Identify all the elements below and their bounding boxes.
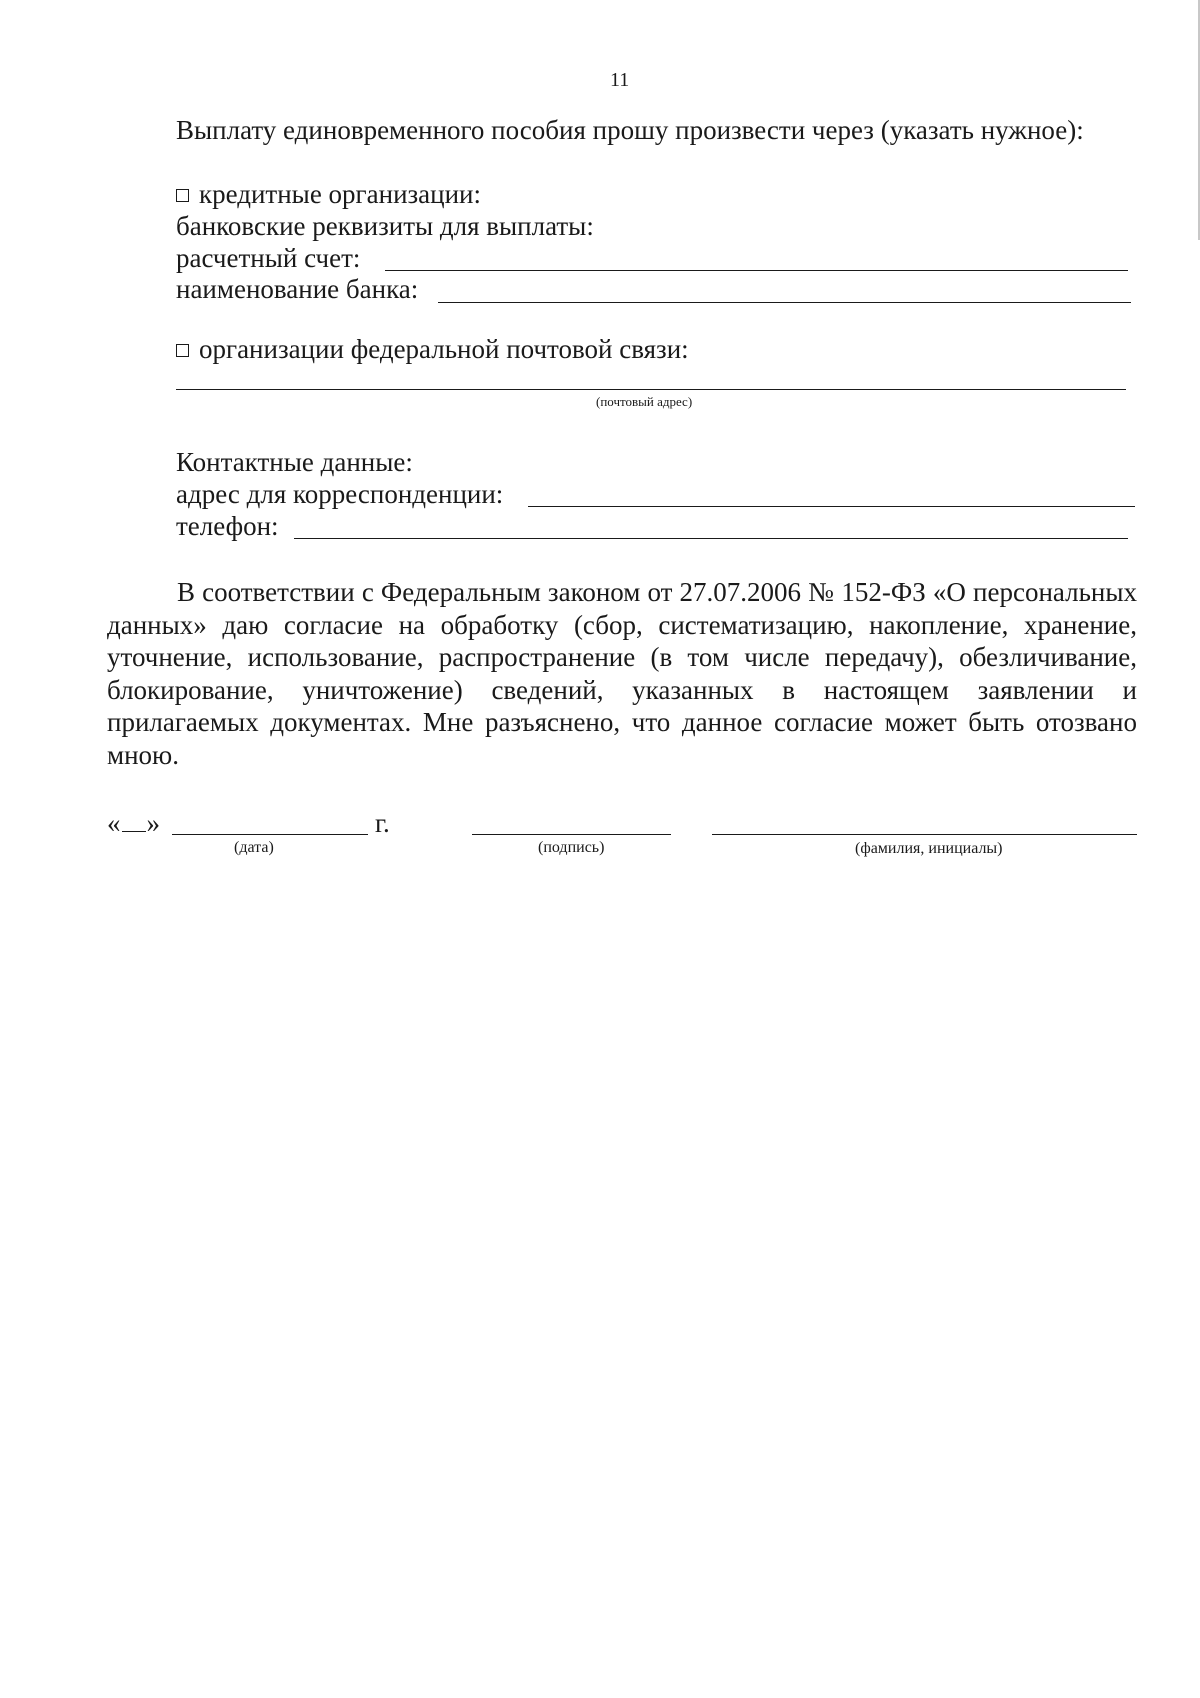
credit-checkbox[interactable] bbox=[176, 189, 189, 202]
year-suffix: г. bbox=[375, 808, 390, 838]
quote-open: « bbox=[107, 808, 121, 838]
bank-details-label: банковские реквизиты для выплаты: bbox=[176, 211, 594, 241]
date-day-group bbox=[107, 807, 160, 839]
correspondence-address-label: адрес для корреспонденции: bbox=[176, 479, 504, 509]
bank-name-field[interactable] bbox=[438, 302, 1131, 303]
account-field[interactable] bbox=[385, 270, 1128, 271]
post-option[interactable] bbox=[176, 333, 689, 365]
quote-close: » bbox=[146, 808, 160, 838]
date-field[interactable] bbox=[172, 834, 368, 835]
credit-label: кредитные организации: bbox=[199, 179, 482, 209]
signature-field[interactable] bbox=[472, 834, 671, 835]
consent-paragraph: В соответствии с Федеральным законом от 27.07.2006 № 152-ФЗ «О персональных данных» даю согласие на обработку (сбор, систематизацию, накопление, хранение, уточнение, использование, распространение (в том числе передачу), обезличивание, блокирование, уничтожение) сведений, указанных в настоящем заявлении и прилагаемых документах. Мне разъяснено, что данное согласие может быть отозвано мною. bbox=[107, 577, 1137, 770]
phone-field[interactable] bbox=[294, 538, 1128, 539]
account-label: расчетный счет: bbox=[176, 243, 361, 273]
phone-label: телефон: bbox=[176, 511, 279, 541]
date-caption: (дата) bbox=[234, 839, 274, 856]
contacts-heading: Контактные данные: bbox=[176, 447, 413, 477]
post-label: организации федеральной почтовой связи: bbox=[199, 334, 689, 364]
credit-option[interactable] bbox=[176, 178, 481, 210]
full-name-caption: (фамилия, инициалы) bbox=[855, 840, 1003, 857]
postal-address-field[interactable] bbox=[176, 389, 1126, 390]
signature-caption: (подпись) bbox=[538, 839, 605, 856]
page-number: 11 bbox=[610, 69, 630, 91]
correspondence-address-field[interactable] bbox=[528, 506, 1135, 507]
date-day-field[interactable] bbox=[122, 807, 146, 832]
bank-name-label: наименование банка: bbox=[176, 274, 419, 304]
post-checkbox[interactable] bbox=[176, 344, 189, 357]
postal-address-caption: (почтовый адрес) bbox=[596, 394, 693, 409]
payment-heading: Выплату единовременного пособия прошу произвести через (указать нужное): bbox=[176, 115, 1084, 145]
full-name-field[interactable] bbox=[712, 834, 1137, 835]
